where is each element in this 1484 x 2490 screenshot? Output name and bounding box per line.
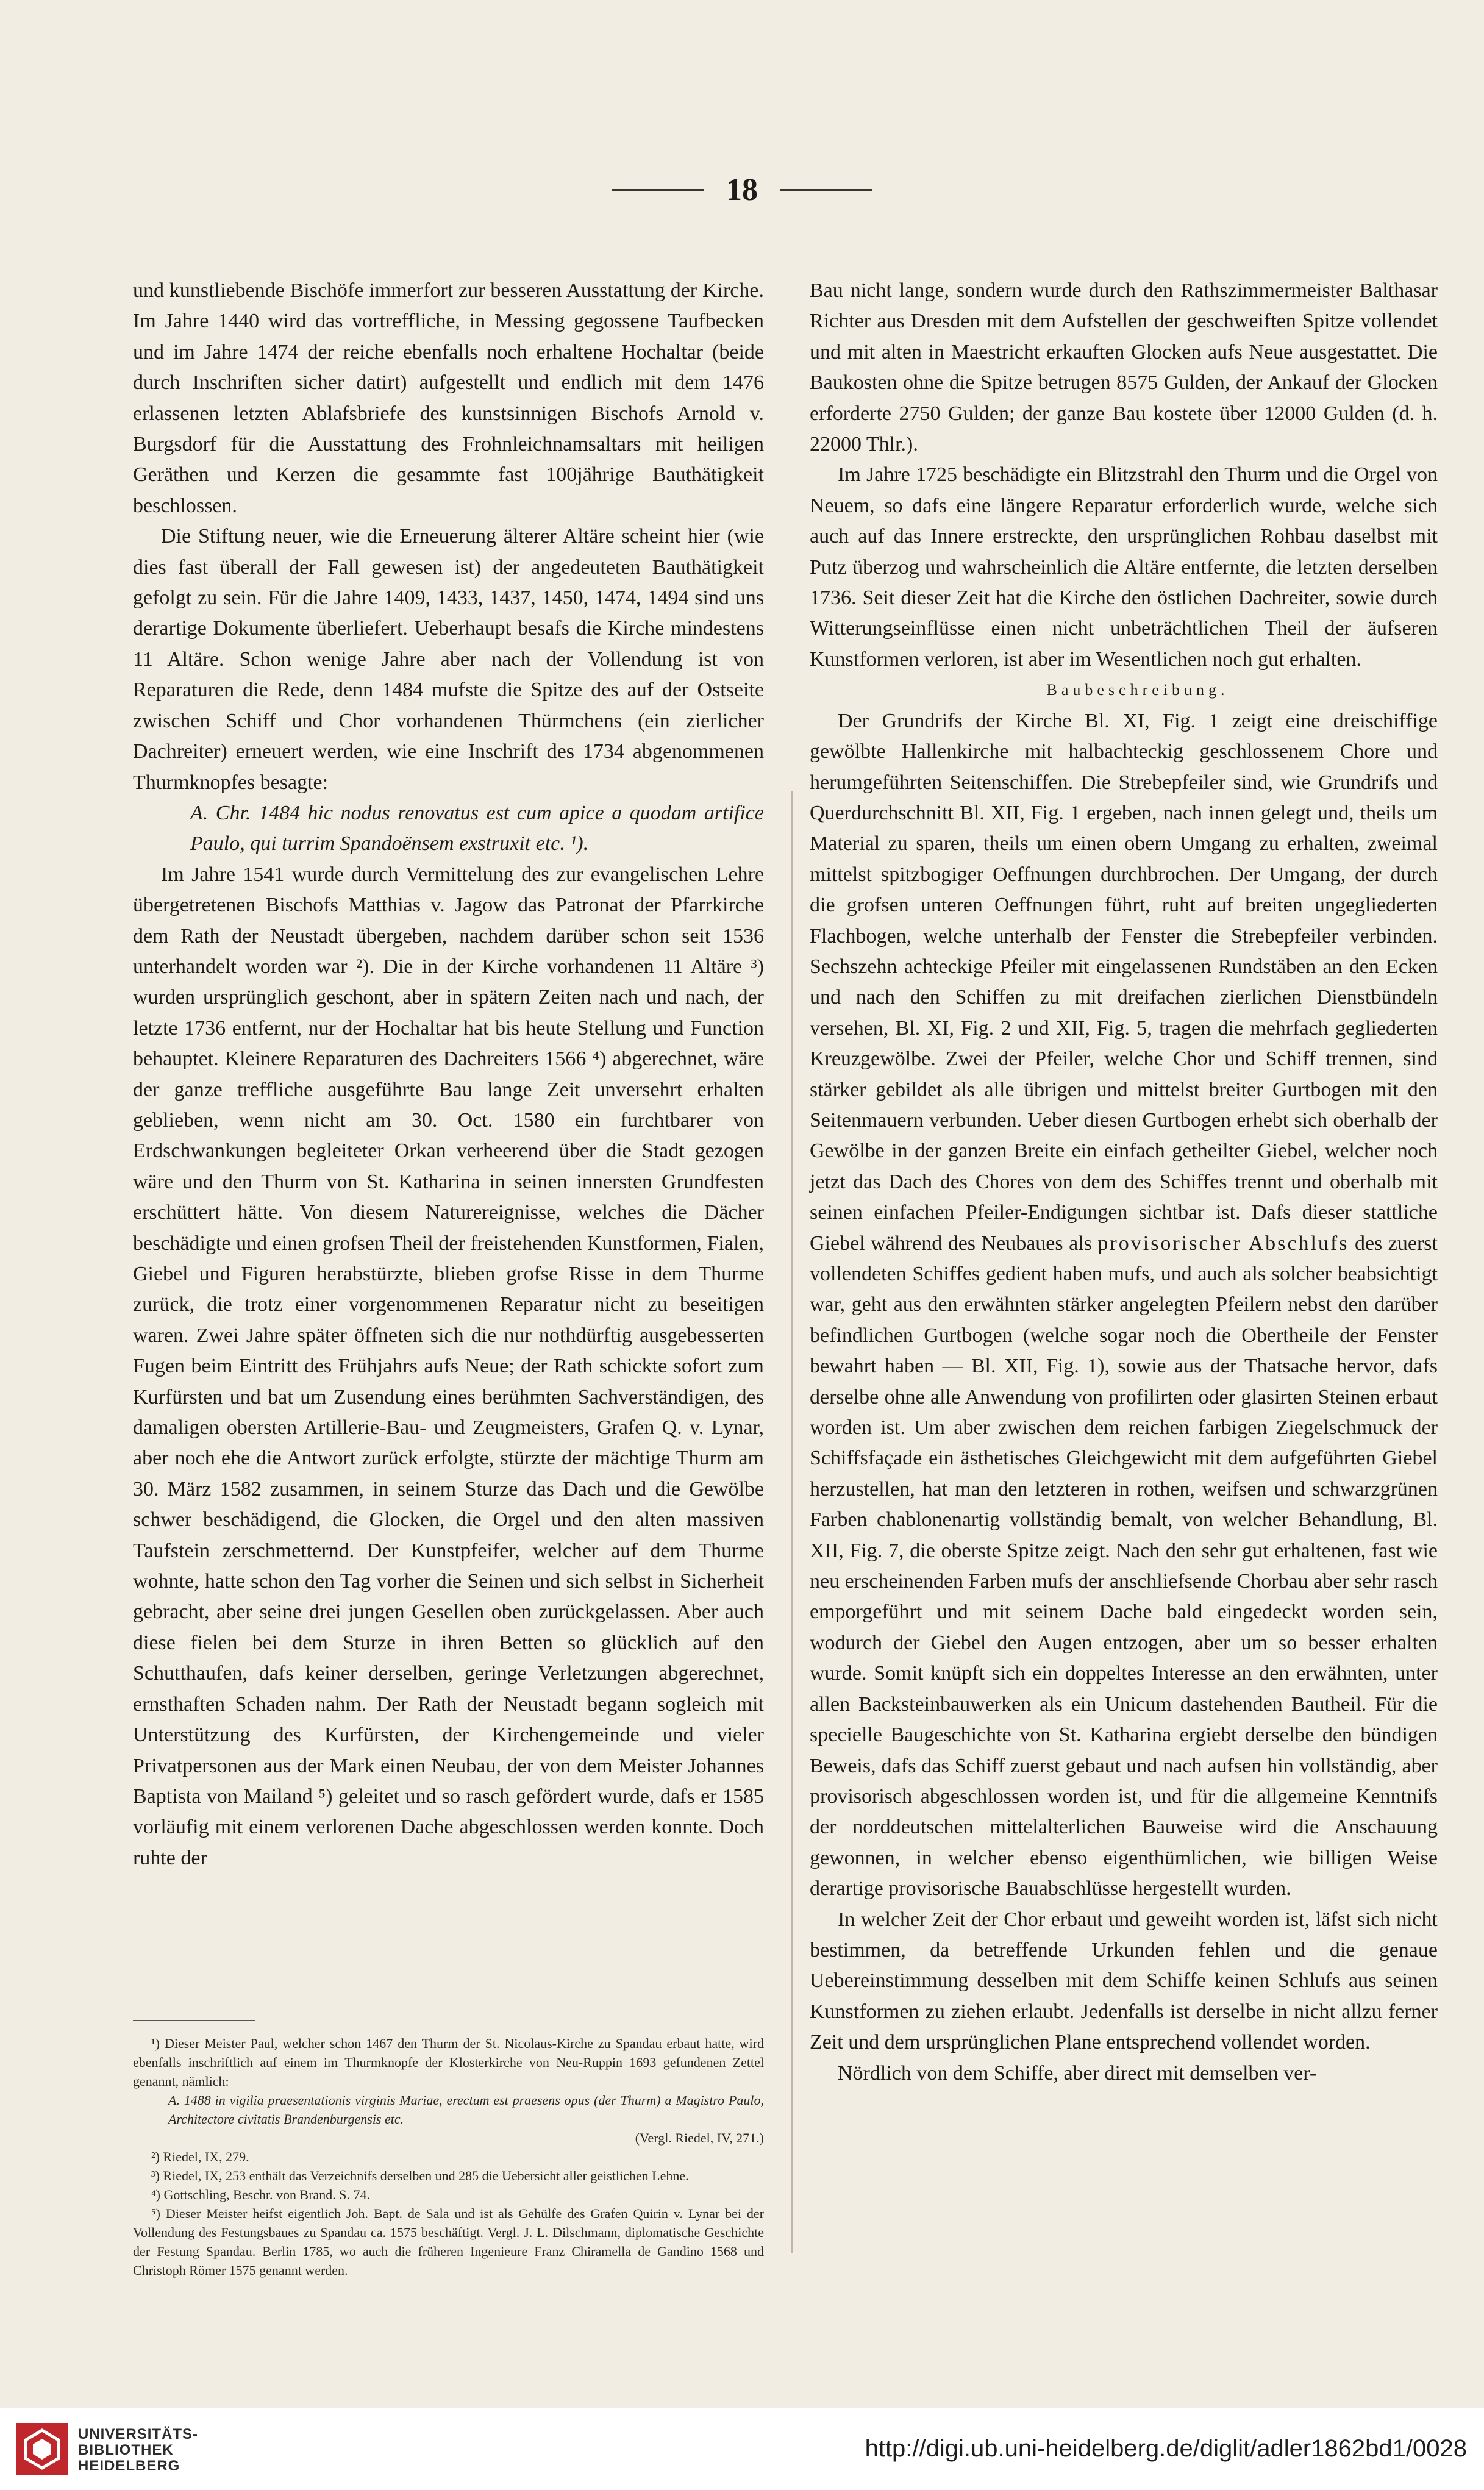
right-paragraph-1: Bau nicht lange, sondern wurde durch den Rathszimmermeister Balthasar Richter aus Dresden mit dem Aufstellen der geschweiften Spitze vollendet und mit alten in Maestricht erkauften Glocken aufs Neue ausgestattet. Die Baukosten ohne die Spitze betrugen 8575 Gulden, der Ankauf der Glocken erforderte 2750 Gulden; der ganze Bau kostete über 12000 Gulden (d. h. 22000 Thlr.). — [810, 279, 1438, 456]
footnote-1: ¹) Dieser Meister Paul, welcher schon 1467 den Thurm der St. Nicolaus-Kirche zu Spandau erbaut hatte, wird ebenfalls inschriftlich auf einem im Thurmknopfe der Klosterkirche von Neu-Ruppin 1693 gefundenen Zettel genannt, nämlich: — [133, 2036, 764, 2089]
section-heading: Baubeschreibung. — [1046, 681, 1229, 699]
right-column — [810, 276, 1438, 2089]
library-name-line-1: UNIVERSITÄTS- — [78, 2426, 199, 2442]
page-header — [0, 172, 1484, 221]
header-rule-right — [780, 189, 872, 191]
right-paragraph-3-text: Der Grundrifs der Kirche Bl. XI, Fig. 1 zeigt eine dreischiffige gewölbte Hallenkirche mit halbachteckig geschlossenem Chore und herumgeführten Seitenschiffen. Die Strebepfeiler sind, wie Grundrifs und Querdurchschnitt Bl. XII, Fig. 1 ergeben, nach innen gelegt und, theils um Material zu sparen, theils um einen obern Umgang zu erhalten, zweimal mittelst spitzbogiger Oeffnungen durchbrochen. Der Umgang, der durch die grofsen unteren Oeffnungen führt, ruht auf breiten ungegliederten Flachbogen, welche unterhalb der Fenster die Strebepfeiler verbinden. Sechszehn achteckige Pfeiler mit eingelassenen Rundstäben an den Ecken und nach den Schiffen zu mit dreifachen zierlichen Dienstbündeln versehen, Bl. XI, Fig. 2 und XII, Fig. 5, tragen die mehrfach gegliederten Kreuzgewölbe. Zwei der Pfeiler, welche Chor und Schiff trennen, sind stärker gebildet als alle übrigen und mittelst breiter Gurtbogen mit den Seitenmauern verbunden. Ueber diesen Gurtbogen erhebt sich oberhalb der Gewölbe in der ganzen Breite ein einfach getheilter Giebel, welcher noch jetzt das Dach des Chores von dem des Schiffes trennt und oberhalb mit seinen einfachen Pfeiler-Endigungen sichtbar ist. Dafs dieser stattliche Giebel während des Neubaues als — [810, 709, 1438, 1255]
footnote-rule — [133, 2020, 255, 2021]
footnote-4: ⁴) Gottschling, Beschr. von Brand. S. 74. — [151, 2187, 371, 2202]
footer-bar — [0, 2408, 1484, 2490]
footnote-1-reference: (Vergl. Riedel, IV, 271.) — [635, 2130, 764, 2146]
footnotes — [133, 2034, 764, 2280]
header-rule-left — [612, 189, 704, 191]
left-paragraph-3: Im Jahre 1541 wurde durch Vermittelung des zur evangelischen Lehre übergetretenen Bischofs Matthias v. Jagow das Patronat der Pfarrkirche dem Rath der Neustadt übergeben, nachdem darüber schon seit 1536 unterhandelt worden war ²). Die in der Kirche vorhandenen 11 Altäre ³) wurden ursprünglich geschont, aber in spätern Zeiten nach und nach, der letzte 1736 entfernt, nur der Hochaltar hat bis heute Stellung und Function behauptet. Kleinere Reparaturen des Dachreiters 1566 ⁴) abgerechnet, wäre der ganze treffliche ausgeführte Bau lange Zeit unversehrt erhalten geblieben, wenn nicht am 30. Oct. 1580 ein furchtbarer von Erdschwankungen begleiteter Orkan verheerend über die Stadt gezogen wäre und den Thurm von St. Katharina in seinen innersten Grundfesten erschüttert hätte. Von diesem Naturereignisse, welches die Dächer beschädigte und einen grofsen Theil der freistehenden Kunstformen, Fialen, Giebel und Figuren herabstürzte, blieben grofse Risse in dem Thurme zurück, die trotz einer vorgenommenen Reparatur nicht zu beseitigen waren. Zwei Jahre später öffneten sich die nur nothdürftig ausgebesserten Fugen beim Eintritt des Frühjahrs aufs Neue; der Rath schickte sofort zum Kurfürsten und bat um Zusendung eines berühmten Sachverständigen, des damaligen obersten Artillerie-Bau- und Zeugmeisters, Grafen Q. v. Lynar, aber noch ehe die Antwort zurück erfolgte, stürzte der mächtige Thurm am 30. März 1582 zusammen, in seinem Sturze das Dach und die Gewölbe schwer beschädigend, die Glocken, die Orgel und den alten massiven Taufstein zerschmetternd. Der Kunstpfeifer, welcher auf dem Thurme wohnte, hatte schon den Tag vorher die Seinen und sich selbst in Sicherheit gebracht, aber seine drei jungen Gesellen oben zurückgelassen. Aber auch diese fielen bei dem Sturze in ihren Betten so glücklich auf den Schutthaufen, dafs keiner derselben, geringe Verletzungen abgerechnet, ernsthaften Schaden nahm. Der Rath der Neustadt begann sogleich mit Unterstützung des Kurfürsten, der Kirchengemeinde und vieler Privatpersonen aus der Mark einen Neubau, der von dem Meister Johannes Baptista von Mailand ⁵) geleitet und so rasch gefördert wurde, dafs er 1585 vorläufig mit einem verlorenen Dache abgeschlossen werden konnte. Doch ruhte der — [133, 863, 764, 1869]
footnote-1-quote: A. 1488 in vigilia praesentationis virginis Mariae, erectum est praesens opus (der Thurm) a Magistro Paulo, Architectore civitatis Brandenburgensis etc. — [168, 2092, 764, 2127]
right-paragraph-3 — [810, 706, 1438, 1905]
library-name-line-3: HEIDELBERG — [78, 2458, 180, 2474]
latin-inscription-quote: A. Chr. 1484 hic nodus renovatus est cum apice a quodam artifice Paulo, qui turrim Spandoënsem exstruxit etc. ¹). — [190, 801, 764, 855]
footnote-3: ³) Riedel, IX, 253 enthält das Verzeichnifs derselben und 285 die Uebersicht aller geistlichen Lehne. — [151, 2168, 689, 2183]
left-column — [133, 276, 764, 1874]
left-paragraph-1: und kunstliebende Bischöfe immerfort zur besseren Ausstattung der Kirche. Im Jahre 1440 wird das vortreffliche, in Messing gegossene Taufbecken und im Jahre 1474 der reiche ebenfalls noch erhaltene Hochaltar (beide durch Inschriften sicher datirt) aufgestellt und endlich mit dem 1476 erlassenen letzten Ablafsbriefe des kunstsinnigen Bischofs Arnold v. Burgsdorf für die Ausstattung des Frohnleichnamsaltars mit heiligen Geräthen und Kerzen die gesammte fast 100jährige Bauthätigkeit beschlossen. — [133, 279, 764, 517]
footnote-5: ⁵) Dieser Meister heifst eigentlich Joh. Bapt. de Sala und ist als Gehülfe des Grafen Quirin v. Lynar bei der Vollendung des Festungsbaues zu Spandau ca. 1575 beschäftigt. Vergl. J. L. Dilschmann, diplomatische Geschichte der Festung Spandau. Berlin 1785, wo auch die früheren Ingenieure Franz Chiramella de Gandino 1568 und Christoph Römer 1575 genannt werden. — [133, 2206, 764, 2278]
university-logo-icon — [15, 2422, 70, 2477]
footnote-2: ²) Riedel, IX, 279. — [151, 2149, 249, 2164]
left-paragraph-2: Die Stiftung neuer, wie die Erneuerung älterer Altäre scheint hier (wie dies fast überall der Fall gewesen ist) der angedeuteten Bauthätigkeit gefolgt zu sein. Für die Jahre 1409, 1433, 1437, 1450, 1474, 1494 sind uns derartige Dokumente überliefert. Ueberhaupt besafs die Kirche mindestens 11 Altäre. Schon wenige Jahre aber nach der Vollendung ist von Reparaturen die Rede, denn 1484 mufste die Spitze des auf der Ostseite zwischen Schiff und Chor vorhandenen Thürmchens (ein zierlicher Dachreiter) erneuert werden, wie eine Inschrift des 1734 abgenommenen Thurmknopfes besagte: — [133, 525, 764, 794]
source-url-link[interactable]: http://digi.ub.uni-heidelberg.de/diglit/adler1862bd1/0028 — [865, 2435, 1467, 2462]
right-paragraph-3-cont: des zuerst vollendeten Schiffes gedient haben mufs, und auch als solcher beabsichtigt war, geht aus den erwähnten stärker angelegten Pfeilern nebst den darüber befindlichen Gurtbogen (welche sogar noch die Obertheile der Fenster bewahrt haben — Bl. XII, Fig. 1), sowie aus der Thatsache hervor, dafs derselbe ohne alle Anwendung von profilirten oder glasirten Steinen erbaut worden ist. Um aber zwischen dem reichen farbigen Ziegelschmuck der Schiffsfaçade ein ästhetisches Gleichgewicht mit dem aufgeführten Giebel herzustellen, hat man den letzteren in rothen, weifsen und schwarzgrünen Farben chablonenartig vollständig bemalt, von welcher Behandlung, Bl. XII, Fig. 7, die oberste Spitze zeigt. Nach den sehr gut erhaltenen, fast wie neu erscheinenden Farben mufs der anschliefsende Chorbau aber sehr rasch emporgeführt und mit seinem Dache bald eingedeckt worden sein, wodurch der Giebel den Augen entzogen, aber um so besser erhalten wurde. Somit knüpft sich ein doppeltes Interesse an den erwähnten, unter allen Backsteinbauwerken als ein Unicum dastehenden Bautheil. Für die specielle Baugeschichte von St. Katharina ergiebt derselbe den bündigen Beweis, dafs das Schiff zuerst gebaut und nach aufsen hin vollständig, aber provisorisch abgeschlossen worden ist, und für die allgemeine Kenntnifs der norddeutschen mittelalterlichen Bauweise wird die Anschauung gewonnen, in welcher ebenso eigenthümlichen, wie billigen Weise derartige provisorische Bauabschlüsse hergestellt wurden. — [810, 1232, 1438, 1900]
page-number: 18 — [726, 173, 758, 207]
right-paragraph-4: In welcher Zeit der Chor erbaut und geweiht worden ist, läfst sich nicht bestimmen, da betreffende Urkunden fehlen und die genaue Uebereinstimmung desselben mit dem Schiffe keinen Schlufs aus seinen Kunstformen zu ziehen erlaubt. Jedenfalls ist derselbe in nicht allzu ferner Zeit und dem ursprünglichen Plane entsprechend vollendet worden. — [810, 1908, 1438, 2054]
right-paragraph-2: Im Jahre 1725 beschädigte ein Blitzstrahl den Thurm und die Orgel von Neuem, so dafs eine längere Reparatur erforderlich wurde, welche sich auch auf das Innere erstreckte, den ursprünglichen Rohbau daselbst mit Putz überzog und wahrscheinlich die Altäre entfernte, die letzten derselben 1736. Seit dieser Zeit hat die Kirche den östlichen Dachreiter, sowie durch Witterungseinflüsse einen nicht unbeträchtlichen Theil der äufseren Kunstformen verloren, ist aber im Wesentlichen noch gut erhalten. — [810, 463, 1438, 671]
library-name — [78, 2427, 198, 2474]
column-divider — [791, 791, 793, 2253]
spaced-emphasis: provisorischer Abschlufs — [1097, 1232, 1349, 1255]
library-name-line-2: BIBLIOTHEK — [78, 2442, 174, 2458]
right-paragraph-5: Nördlich von dem Schiffe, aber direct mit demselben ver- — [838, 2061, 1317, 2085]
